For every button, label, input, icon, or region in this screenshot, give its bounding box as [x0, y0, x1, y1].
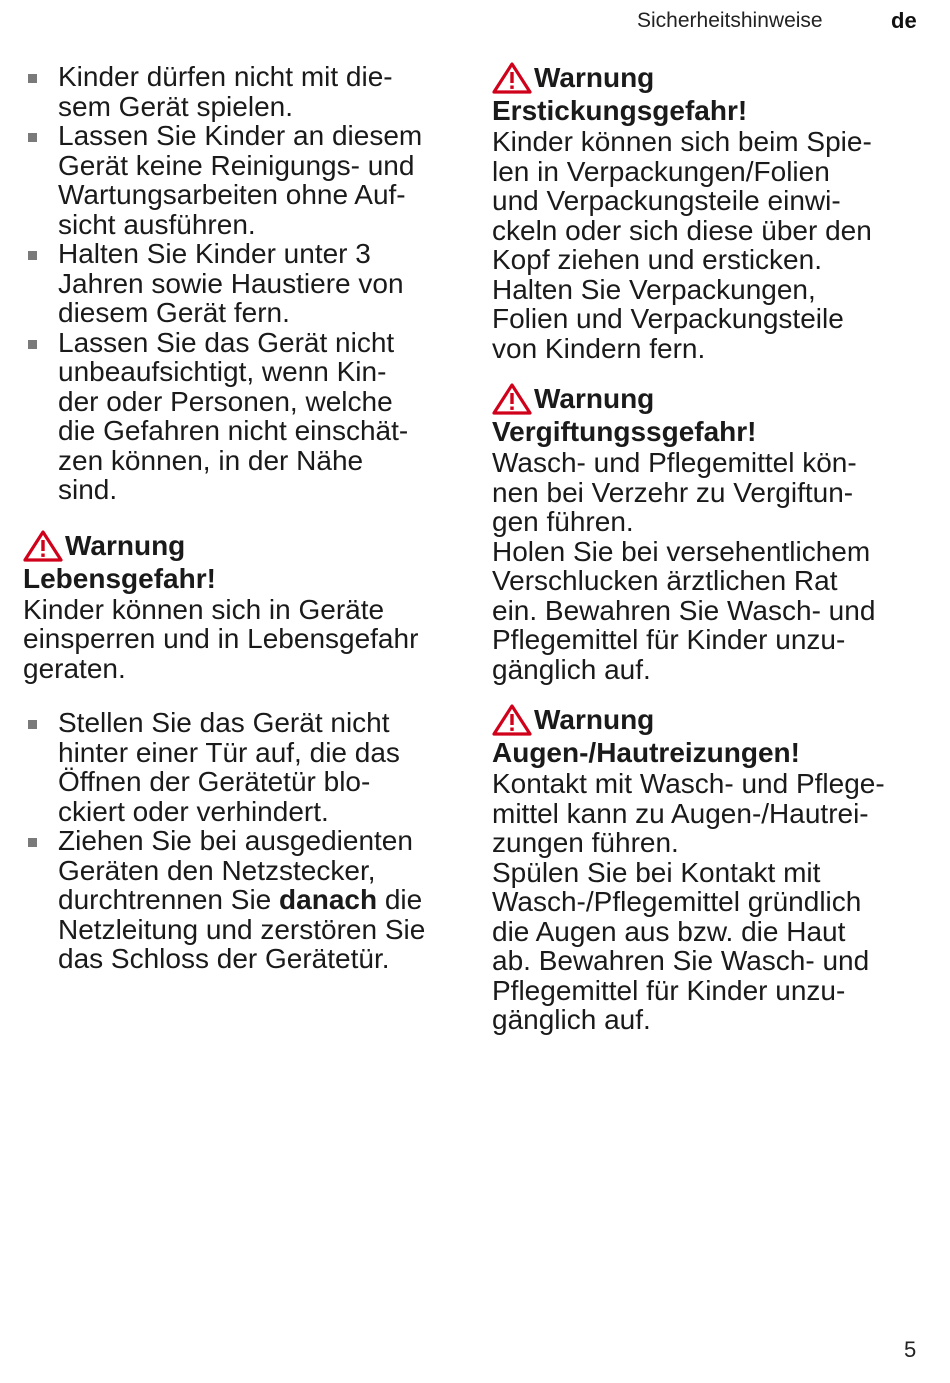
warning-heading	[23, 530, 448, 562]
warning-text: Folien und Verpackungsteile	[492, 303, 844, 334]
warning-heading	[492, 704, 922, 736]
warning-text: mittel kann zu Augen-/Hautrei-	[492, 797, 869, 829]
warning-title: Augen-/Hautreizungen!	[492, 737, 800, 768]
bullet-list-top	[23, 62, 448, 505]
warning-text: Kopf ziehen und ersticken.	[492, 244, 822, 275]
warning-label: Warnung	[534, 383, 655, 415]
warning-text: Holen Sie bei versehentlichem	[492, 535, 871, 567]
warning-text: Pflegemittel für Kinder unzu-	[492, 974, 846, 1006]
warning-heading	[492, 62, 922, 94]
warning-text: Pflegemittel für Kinder unzu-	[492, 624, 846, 655]
square-bullet-icon	[28, 340, 37, 349]
warning-text: len in Verpackungen/Folien	[492, 155, 830, 187]
warning-block-vergiftungsgefahr	[492, 383, 922, 684]
warning-triangle-icon	[492, 62, 532, 94]
warning-text: zungen führen.	[492, 827, 679, 858]
warning-text: geraten.	[23, 652, 126, 684]
square-bullet-icon	[28, 74, 37, 83]
warning-text: ein. Bewahren Sie Wasch- und	[492, 594, 876, 626]
list-item: Lassen Sie das Gerät nicht unbeaufsichtigt, wenn Kin- der oder Personen, welche die Gefahren nicht einschät- zen können, in der Nähe sind.	[23, 328, 448, 505]
warning-text: Halten Sie Verpackungen,	[492, 273, 816, 305]
warning-block-hautreizungen	[492, 704, 922, 1035]
language-code: de	[891, 8, 917, 33]
warning-text: von Kindern fern.	[492, 332, 706, 364]
section-title: Sicherheitshinweise	[637, 9, 823, 32]
warning-triangle-icon	[492, 383, 532, 415]
warning-text: Wasch-/Pflegemittel gründlich	[492, 886, 862, 917]
warning-text: gen führen.	[492, 506, 634, 537]
warning-title: Lebensgefahr!	[23, 562, 216, 594]
warning-title: Vergiftungssgefahr!	[492, 416, 757, 447]
warning-text: Wasch- und Pflegemittel kön-	[492, 447, 857, 478]
warning-text: ab. Bewahren Sie Wasch- und	[492, 945, 870, 976]
warning-label: Warnung	[534, 704, 655, 736]
warning-heading	[492, 383, 922, 415]
warning-text: Spülen Sie bei Kontakt mit	[492, 856, 821, 888]
square-bullet-icon	[28, 133, 37, 142]
warning-text: Kontakt mit Wasch- und Pflege-	[492, 768, 885, 799]
warning-text: einsperren und in Lebensgefahr	[23, 623, 419, 654]
warning-text: gänglich auf.	[492, 1004, 651, 1035]
square-bullet-icon	[28, 251, 37, 260]
warning-triangle-icon	[492, 704, 532, 736]
left-column	[23, 62, 448, 974]
warning-label: Warnung	[65, 529, 186, 561]
square-bullet-icon	[28, 838, 37, 847]
emphasis-text: danach	[279, 884, 378, 915]
list-item: Halten Sie Kinder unter 3 Jahren sowie Haustiere von diesem Gerät fern.	[23, 239, 448, 328]
list-item: Ziehen Sie bei ausgedienten Geräten den Netzstecker, durchtrennen Sie danach die Netzleitung und zerstören Sie das Schloss der Gerätetür.	[23, 826, 448, 974]
warning-text: nen bei Verzehr zu Vergiftun-	[492, 476, 854, 508]
warning-text: ckeln oder sich diese über den	[492, 214, 872, 246]
warning-block-erstickungsgefahr	[492, 62, 922, 363]
warning-label: Warnung	[534, 62, 655, 94]
warning-triangle-icon	[23, 530, 63, 562]
list-item: Lassen Sie Kinder an diesem Gerät keine Reinigungs- und Wartungsarbeiten ohne Auf- sicht ausführen.	[23, 121, 448, 239]
square-bullet-icon	[28, 720, 37, 729]
warning-text: gänglich auf.	[492, 653, 651, 685]
right-column	[492, 62, 922, 1035]
bullet-list-bottom	[23, 708, 448, 974]
warning-text: die Augen aus bzw. die Haut	[492, 915, 846, 947]
warning-text: Kinder können sich in Geräte	[23, 593, 385, 625]
warning-title: Erstickungsgefahr!	[492, 95, 748, 126]
warning-block-lebensgefahr	[23, 530, 448, 684]
list-item: Stellen Sie das Gerät nicht hinter einer Tür auf, die das Öffnen der Gerätetür blo- ckiert oder verhindert.	[23, 708, 448, 826]
warning-text: Kinder können sich beim Spie-	[492, 126, 872, 157]
page-number: 5	[904, 1337, 917, 1362]
warning-text: und Verpackungsteile einwi-	[492, 185, 841, 216]
warning-text: Verschlucken ärztlichen Rat	[492, 565, 838, 596]
list-item: Kinder dürfen nicht mit die- sem Gerät spielen.	[23, 62, 448, 121]
